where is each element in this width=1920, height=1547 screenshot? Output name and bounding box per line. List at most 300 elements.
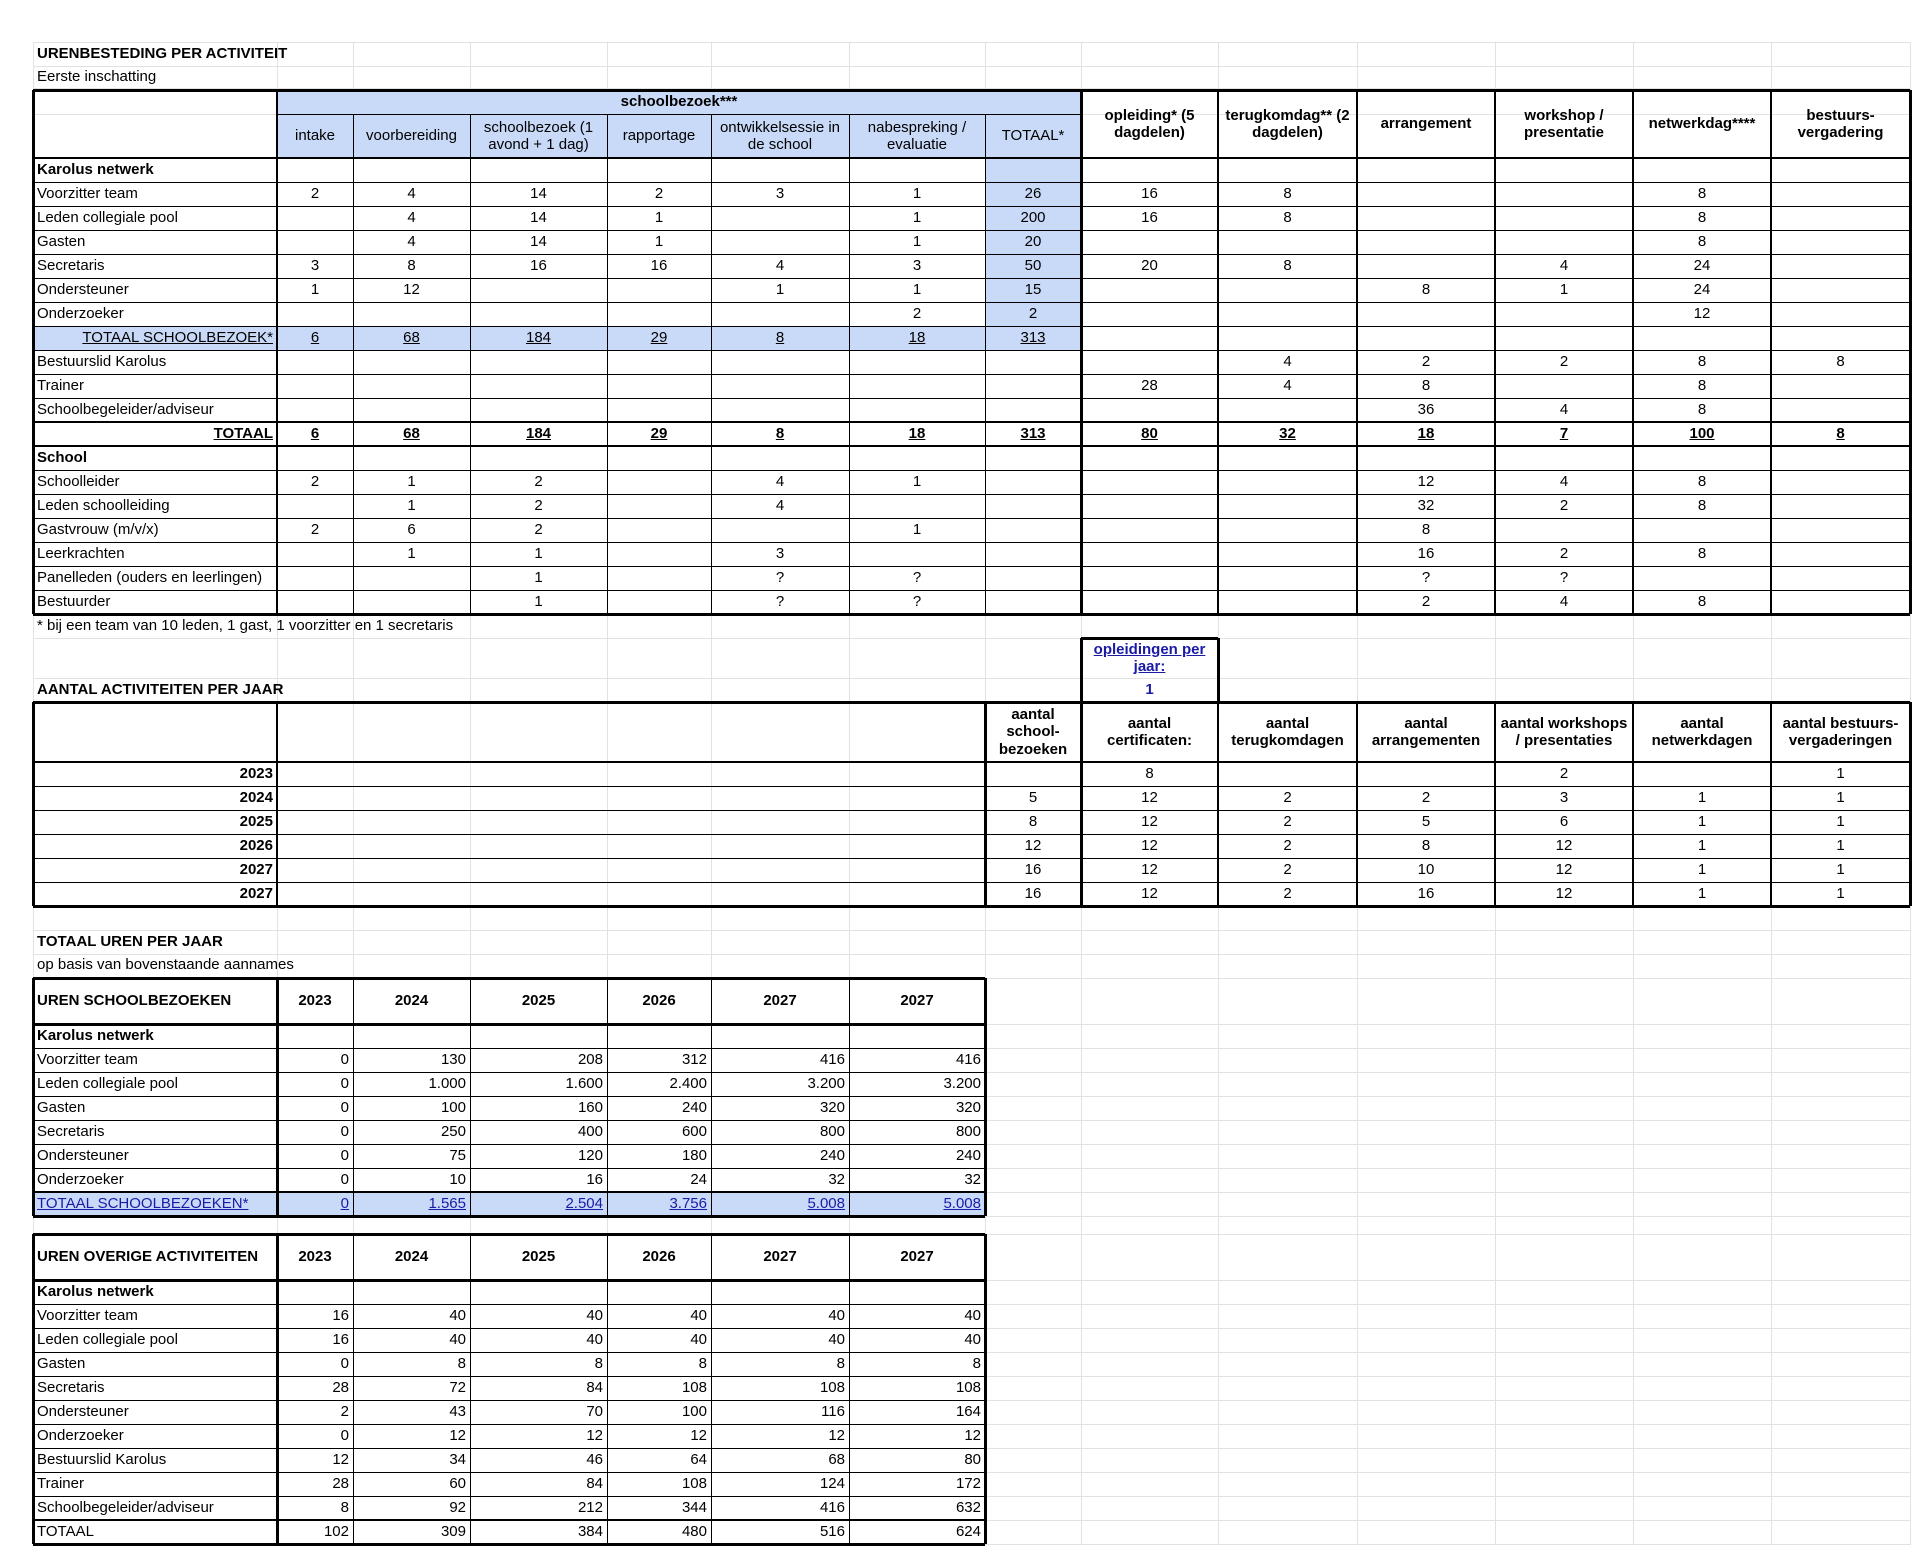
year-label: 2024 bbox=[239, 789, 273, 807]
data-cell: 70 bbox=[586, 1403, 603, 1421]
data-cell: 24 bbox=[1693, 281, 1711, 299]
row-label: Trainer bbox=[37, 1475, 84, 1493]
data-cell: 8 bbox=[457, 1355, 466, 1373]
data-cell: 12 bbox=[690, 1427, 707, 1445]
year-label: 2026 bbox=[239, 837, 273, 855]
data-cell: 8 bbox=[407, 257, 416, 275]
border-line bbox=[33, 905, 1910, 908]
year-header: 2023 bbox=[298, 992, 332, 1010]
data-cell: 416 bbox=[955, 1051, 981, 1069]
year-header: 2027 bbox=[763, 992, 797, 1010]
border-line bbox=[33, 89, 1910, 92]
data-cell: 12 bbox=[1024, 837, 1042, 855]
data-cell: 8 bbox=[1697, 209, 1707, 227]
data-cell: 8 bbox=[836, 1355, 845, 1373]
data-cell: 16 bbox=[1417, 545, 1435, 563]
border-line bbox=[33, 254, 1910, 255]
total-cell: 184 bbox=[525, 329, 552, 347]
data-cell: 12 bbox=[1141, 837, 1158, 855]
border-line bbox=[1356, 702, 1358, 906]
section-title: URENBESTEDING PER ACTIVITEIT bbox=[37, 45, 288, 63]
border-line bbox=[32, 90, 35, 614]
data-cell: ? bbox=[775, 593, 785, 611]
border-line bbox=[33, 542, 1910, 543]
year-label: 2027 bbox=[239, 885, 273, 903]
data-cell: 12 bbox=[1141, 789, 1158, 807]
border-line bbox=[711, 978, 712, 1216]
row-label: Leden collegiale pool bbox=[37, 209, 178, 227]
data-cell: 16 bbox=[1417, 885, 1435, 903]
data-cell: 1 bbox=[1836, 861, 1845, 879]
border-line bbox=[1494, 702, 1496, 906]
data-cell: 400 bbox=[577, 1123, 603, 1141]
data-cell: 108 bbox=[681, 1475, 707, 1493]
data-cell: 632 bbox=[955, 1499, 981, 1517]
data-cell: 3 bbox=[775, 185, 785, 203]
data-cell: 8 bbox=[594, 1355, 603, 1373]
data-cell: 1 bbox=[1559, 281, 1569, 299]
border-line bbox=[33, 278, 1910, 279]
data-cell: ? bbox=[912, 593, 922, 611]
data-cell: 0 bbox=[340, 1171, 349, 1189]
border-line bbox=[33, 810, 1910, 811]
border-line bbox=[1632, 702, 1634, 906]
group-label: Karolus netwerk bbox=[37, 1283, 154, 1301]
data-cell: 108 bbox=[955, 1379, 981, 1397]
border-line bbox=[984, 702, 987, 906]
total-cell: 624 bbox=[955, 1523, 981, 1541]
table-header: UREN OVERIGE ACTIVITEITEN bbox=[37, 1248, 259, 1266]
year-label: 2027 bbox=[239, 861, 273, 879]
border-line bbox=[33, 1424, 985, 1425]
data-cell: 1 bbox=[1697, 789, 1707, 807]
data-cell: 12 bbox=[1555, 861, 1573, 879]
data-cell: 84 bbox=[586, 1475, 603, 1493]
data-cell: 1 bbox=[912, 185, 922, 203]
row-label: Onderzoeker bbox=[37, 1427, 124, 1445]
data-cell: 10 bbox=[1417, 861, 1435, 879]
data-cell: 5 bbox=[1421, 813, 1431, 831]
total-cell: 6 bbox=[310, 425, 320, 443]
data-cell: 180 bbox=[681, 1147, 707, 1165]
border-line bbox=[1080, 90, 1083, 614]
data-cell: 800 bbox=[819, 1123, 845, 1141]
border-line bbox=[33, 834, 1910, 835]
border-line bbox=[33, 566, 1910, 567]
data-cell: 8 bbox=[1028, 813, 1038, 831]
data-cell: 6 bbox=[407, 521, 416, 539]
data-cell: 8 bbox=[1697, 377, 1707, 395]
border-line bbox=[33, 182, 1910, 183]
data-cell: 1 bbox=[1836, 813, 1845, 831]
border-line bbox=[33, 761, 1910, 763]
row-label: Bestuurslid Karolus bbox=[37, 1451, 167, 1469]
data-cell: 3.200 bbox=[943, 1075, 981, 1093]
data-cell: 312 bbox=[681, 1051, 707, 1069]
border-line bbox=[276, 702, 278, 906]
row-label: Ondersteuner bbox=[37, 281, 129, 299]
year-header: 2026 bbox=[642, 992, 676, 1010]
border-line bbox=[33, 374, 1910, 375]
data-cell: 2 bbox=[654, 185, 664, 203]
data-cell: 12 bbox=[828, 1427, 845, 1445]
data-cell: 12 bbox=[449, 1427, 466, 1445]
data-cell: 1 bbox=[912, 281, 922, 299]
data-cell: 344 bbox=[681, 1499, 707, 1517]
data-cell: 8 bbox=[1421, 837, 1431, 855]
row-label: Secretaris bbox=[37, 257, 105, 275]
data-cell: 40 bbox=[690, 1331, 707, 1349]
data-cell: 8 bbox=[1697, 545, 1707, 563]
row-label: Secretaris bbox=[37, 1379, 105, 1397]
border-line bbox=[1909, 90, 1912, 614]
data-cell: 40 bbox=[964, 1307, 981, 1325]
data-cell: 28 bbox=[1141, 377, 1158, 395]
data-cell: 40 bbox=[586, 1307, 603, 1325]
data-cell: 43 bbox=[449, 1403, 466, 1421]
border-line bbox=[1770, 90, 1772, 614]
border-line bbox=[33, 1096, 985, 1097]
data-cell: 4 bbox=[407, 185, 416, 203]
data-cell: 2 bbox=[1559, 497, 1569, 515]
data-cell: 120 bbox=[577, 1147, 603, 1165]
data-cell: 16 bbox=[586, 1171, 603, 1189]
row-label: Voorzitter team bbox=[37, 1307, 138, 1325]
border-line bbox=[33, 302, 1910, 303]
data-cell: 4 bbox=[1559, 473, 1569, 491]
data-cell: 200 bbox=[1020, 209, 1046, 227]
data-cell: 4 bbox=[1559, 257, 1569, 275]
data-cell: 2 bbox=[310, 185, 320, 203]
border-line bbox=[33, 1191, 985, 1193]
data-cell: 0 bbox=[340, 1051, 349, 1069]
data-cell: 320 bbox=[955, 1099, 981, 1117]
data-cell: 28 bbox=[332, 1379, 349, 1397]
border-line bbox=[1217, 90, 1219, 614]
border-line bbox=[33, 1048, 985, 1049]
data-cell: 26 bbox=[1024, 185, 1042, 203]
total-cell: 80 bbox=[1141, 425, 1158, 443]
border-line bbox=[33, 1352, 985, 1353]
col-header-ontwikkelsessie: ontwikkelsessie in de school bbox=[719, 118, 841, 153]
row-label: Onderzoeker bbox=[37, 305, 124, 323]
data-cell: 1 bbox=[407, 473, 416, 491]
data-cell: 1 bbox=[1697, 861, 1707, 879]
col-header-workshop: workshop / presentatie bbox=[1523, 106, 1605, 141]
data-cell: 32 bbox=[964, 1171, 981, 1189]
border-line bbox=[353, 114, 354, 614]
border-line bbox=[33, 1120, 985, 1121]
total-schoolbezoek-label: TOTAAL SCHOOLBEZOEK* bbox=[82, 329, 273, 347]
data-cell: 4 bbox=[407, 233, 416, 251]
data-cell: 1 bbox=[1836, 765, 1845, 783]
border-line bbox=[33, 421, 1910, 423]
border-line bbox=[1632, 90, 1634, 614]
border-line bbox=[33, 1376, 985, 1377]
col-header: aantal workshops / presentaties bbox=[1500, 714, 1628, 749]
data-cell: 2 bbox=[340, 1403, 349, 1421]
gridline bbox=[33, 638, 1910, 639]
data-cell: 12 bbox=[586, 1427, 603, 1445]
total-cell: 5.008 bbox=[807, 1195, 845, 1213]
data-cell: 12 bbox=[332, 1451, 349, 1469]
data-cell: 2 bbox=[1559, 765, 1569, 783]
data-cell: 12 bbox=[964, 1427, 981, 1445]
border-line bbox=[33, 494, 1910, 495]
col-header: aantal bestuurs-vergaderingen bbox=[1782, 714, 1899, 749]
total-cell: 18 bbox=[908, 425, 926, 443]
opleidingen-value: 1 bbox=[1145, 681, 1154, 699]
col-header-totaal: TOTAAL* bbox=[1001, 127, 1065, 145]
border-line bbox=[33, 1144, 985, 1145]
total-cell: 102 bbox=[323, 1523, 349, 1541]
border-line bbox=[33, 1304, 985, 1305]
data-cell: 20 bbox=[1141, 257, 1158, 275]
data-cell: 68 bbox=[828, 1451, 845, 1469]
data-cell: ? bbox=[1421, 569, 1431, 587]
data-cell: 15 bbox=[1024, 281, 1042, 299]
data-cell: 8 bbox=[1697, 185, 1707, 203]
section-title: AANTAL ACTIVITEITEN PER JAAR bbox=[37, 681, 284, 699]
col-header-opleiding: opleiding* (5 dagdelen) bbox=[1104, 106, 1195, 141]
border-line bbox=[33, 230, 1910, 231]
data-cell: 1 bbox=[1697, 837, 1707, 855]
data-cell: 212 bbox=[577, 1499, 603, 1517]
data-cell: 124 bbox=[819, 1475, 845, 1493]
data-cell: 100 bbox=[440, 1099, 466, 1117]
data-cell: 1 bbox=[534, 593, 543, 611]
data-cell: 2 bbox=[534, 521, 543, 539]
border-line bbox=[353, 978, 354, 1216]
total-cell: 29 bbox=[650, 329, 668, 347]
border-line bbox=[33, 1328, 985, 1329]
opleidingen-per-jaar-link[interactable]: opleidingen per jaar: bbox=[1093, 640, 1206, 675]
year-header: 2027 bbox=[763, 1248, 797, 1266]
table-header: UREN SCHOOLBEZOEKEN bbox=[37, 992, 232, 1010]
section-title: TOTAAL UREN PER JAAR bbox=[37, 933, 223, 951]
border-line bbox=[33, 1215, 985, 1218]
total-label: TOTAAL SCHOOLBEZOEKEN* bbox=[37, 1195, 249, 1213]
data-cell: 24 bbox=[1693, 257, 1711, 275]
data-cell: 14 bbox=[530, 209, 547, 227]
col-header-nabespreking: nabespreking / evaluatie bbox=[867, 118, 967, 153]
data-cell: 108 bbox=[681, 1379, 707, 1397]
data-cell: 8 bbox=[698, 1355, 707, 1373]
row-label: Onderzoeker bbox=[37, 1171, 124, 1189]
data-cell: 34 bbox=[449, 1451, 466, 1469]
year-header: 2024 bbox=[394, 992, 429, 1010]
data-cell: 2 bbox=[1283, 813, 1292, 831]
col-header: aantal arrangementen bbox=[1371, 714, 1481, 749]
data-cell: 16 bbox=[1141, 185, 1158, 203]
border-line bbox=[33, 858, 1910, 859]
data-cell: 14 bbox=[530, 185, 547, 203]
data-cell: 2 bbox=[534, 497, 543, 515]
data-cell: 1 bbox=[654, 209, 664, 227]
total-cell: 309 bbox=[440, 1523, 466, 1541]
border-line bbox=[33, 1023, 985, 1026]
year-label: 2025 bbox=[239, 813, 273, 831]
data-cell: 164 bbox=[955, 1403, 981, 1421]
col-header-arrangement: arrangement bbox=[1380, 115, 1472, 133]
data-cell: 72 bbox=[449, 1379, 466, 1397]
border-line bbox=[849, 978, 850, 1216]
data-cell: 2 bbox=[310, 473, 320, 491]
data-cell: 40 bbox=[964, 1331, 981, 1349]
total-label: TOTAAL bbox=[213, 425, 273, 443]
border-line bbox=[607, 978, 608, 1216]
row-label: Ondersteuner bbox=[37, 1147, 129, 1165]
data-cell: 8 bbox=[1421, 281, 1431, 299]
data-cell: 8 bbox=[1697, 233, 1707, 251]
row-label: Leden schoolleiding bbox=[37, 497, 170, 515]
row-label: Voorzitter team bbox=[37, 1051, 138, 1069]
data-cell: 100 bbox=[681, 1403, 707, 1421]
total-cell: 516 bbox=[819, 1523, 845, 1541]
data-cell: 0 bbox=[340, 1123, 349, 1141]
data-cell: 8 bbox=[1421, 521, 1431, 539]
data-cell: 1.600 bbox=[565, 1075, 603, 1093]
col-header: aantal school- bezoeken bbox=[998, 706, 1068, 758]
data-cell: 8 bbox=[1836, 353, 1845, 371]
data-cell: 3 bbox=[1559, 789, 1569, 807]
col-header-voorbereiding: voorbereiding bbox=[366, 127, 457, 145]
data-cell: 8 bbox=[1697, 593, 1707, 611]
border-line bbox=[33, 1543, 985, 1546]
border-line bbox=[33, 518, 1910, 519]
data-cell: 0 bbox=[340, 1147, 349, 1165]
data-cell: 8 bbox=[1145, 765, 1154, 783]
data-cell: 20 bbox=[1024, 233, 1042, 251]
data-cell: 172 bbox=[955, 1475, 981, 1493]
row-label: Trainer bbox=[37, 377, 84, 395]
total-label: TOTAAL bbox=[37, 1523, 94, 1541]
data-cell: 8 bbox=[1697, 353, 1707, 371]
border-line bbox=[33, 398, 1910, 399]
border-line bbox=[33, 157, 1910, 159]
data-cell: 12 bbox=[1417, 473, 1435, 491]
data-cell: 800 bbox=[955, 1123, 981, 1141]
data-cell: 16 bbox=[650, 257, 668, 275]
data-cell: 2 bbox=[1283, 861, 1292, 879]
border-line bbox=[276, 978, 279, 1216]
total-cell: 8 bbox=[775, 425, 785, 443]
data-cell: 2 bbox=[1559, 353, 1569, 371]
data-cell: 16 bbox=[1024, 885, 1042, 903]
data-cell: 1 bbox=[775, 281, 785, 299]
data-cell: 0 bbox=[340, 1075, 349, 1093]
border-line bbox=[33, 1233, 985, 1236]
year-header: 2023 bbox=[298, 1248, 332, 1266]
data-cell: 1 bbox=[534, 569, 543, 587]
total-cell: 2.504 bbox=[565, 1195, 603, 1213]
data-cell: 12 bbox=[1693, 305, 1711, 323]
border-line bbox=[33, 1279, 985, 1282]
footnote: * bij een team van 10 leden, 1 gast, 1 voorzitter en 1 secretaris bbox=[37, 617, 454, 635]
data-cell: 32 bbox=[828, 1171, 845, 1189]
data-cell: 1 bbox=[310, 281, 320, 299]
row-label: Gastvrouw (m/v/x) bbox=[37, 521, 159, 539]
data-cell: 4 bbox=[1559, 401, 1569, 419]
data-cell: 40 bbox=[449, 1307, 466, 1325]
col-header-bestuursvergadering: bestuurs- vergadering bbox=[1797, 106, 1884, 141]
data-cell: 40 bbox=[828, 1331, 845, 1349]
data-cell: 1 bbox=[912, 521, 922, 539]
section-subtitle: Eerste inschatting bbox=[37, 68, 157, 86]
data-cell: 0 bbox=[340, 1355, 349, 1373]
data-cell: 16 bbox=[332, 1307, 349, 1325]
group-header: schoolbezoek*** bbox=[620, 93, 738, 111]
border-line bbox=[276, 90, 278, 614]
total-cell: 18 bbox=[1417, 425, 1435, 443]
data-cell: 6 bbox=[1559, 813, 1569, 831]
data-cell: 8 bbox=[1697, 401, 1707, 419]
data-cell: 2 bbox=[534, 473, 543, 491]
data-cell: ? bbox=[1559, 569, 1569, 587]
data-cell: 32 bbox=[1417, 497, 1435, 515]
data-cell: 4 bbox=[1559, 593, 1569, 611]
border-line bbox=[33, 590, 1910, 591]
total-cell: 184 bbox=[525, 425, 552, 443]
data-cell: 250 bbox=[440, 1123, 466, 1141]
data-cell: 600 bbox=[681, 1123, 707, 1141]
border-line bbox=[711, 114, 712, 614]
col-header: aantal certificaten: bbox=[1106, 714, 1193, 749]
row-label: Bestuurder bbox=[37, 593, 111, 611]
data-cell: 8 bbox=[972, 1355, 981, 1373]
total-cell: 480 bbox=[681, 1523, 707, 1541]
border-line bbox=[33, 1168, 985, 1169]
year-header: 2025 bbox=[521, 992, 556, 1010]
data-cell: 4 bbox=[1283, 353, 1292, 371]
col-header: aantal terugkomdagen bbox=[1231, 714, 1344, 749]
data-cell: 40 bbox=[586, 1331, 603, 1349]
border-line bbox=[1217, 702, 1219, 906]
row-label: Gasten bbox=[37, 1099, 86, 1117]
data-cell: 4 bbox=[775, 473, 785, 491]
data-cell: 2 bbox=[1559, 545, 1569, 563]
total-cell: 29 bbox=[650, 425, 668, 443]
border-line bbox=[1770, 702, 1772, 906]
data-cell: 240 bbox=[681, 1099, 707, 1117]
border-line bbox=[33, 701, 1910, 704]
data-cell: 1 bbox=[534, 545, 543, 563]
border-line bbox=[33, 206, 1910, 207]
row-label: Gasten bbox=[37, 1355, 86, 1373]
data-cell: 1 bbox=[1836, 837, 1845, 855]
year-label: 2023 bbox=[239, 765, 273, 783]
data-cell: 80 bbox=[964, 1451, 981, 1469]
row-label: Ondersteuner bbox=[37, 1403, 129, 1421]
border-line bbox=[985, 114, 986, 614]
total-cell: 1.565 bbox=[428, 1195, 466, 1213]
data-cell: 160 bbox=[577, 1099, 603, 1117]
data-cell: 108 bbox=[819, 1379, 845, 1397]
data-cell: 416 bbox=[819, 1499, 845, 1517]
data-cell: 0 bbox=[340, 1427, 349, 1445]
row-label: Schoolbegeleider/adviseur bbox=[37, 1499, 214, 1517]
data-cell: 2 bbox=[1421, 353, 1431, 371]
total-cell: 7 bbox=[1559, 425, 1569, 443]
group-label: Karolus netwerk bbox=[37, 161, 154, 179]
data-cell: 1 bbox=[654, 233, 664, 251]
data-cell: 3 bbox=[775, 545, 785, 563]
data-cell: 3.200 bbox=[807, 1075, 845, 1093]
data-cell: 8 bbox=[1697, 497, 1707, 515]
data-cell: 14 bbox=[530, 233, 547, 251]
row-label: Gasten bbox=[37, 233, 86, 251]
data-cell: 2.400 bbox=[669, 1075, 707, 1093]
